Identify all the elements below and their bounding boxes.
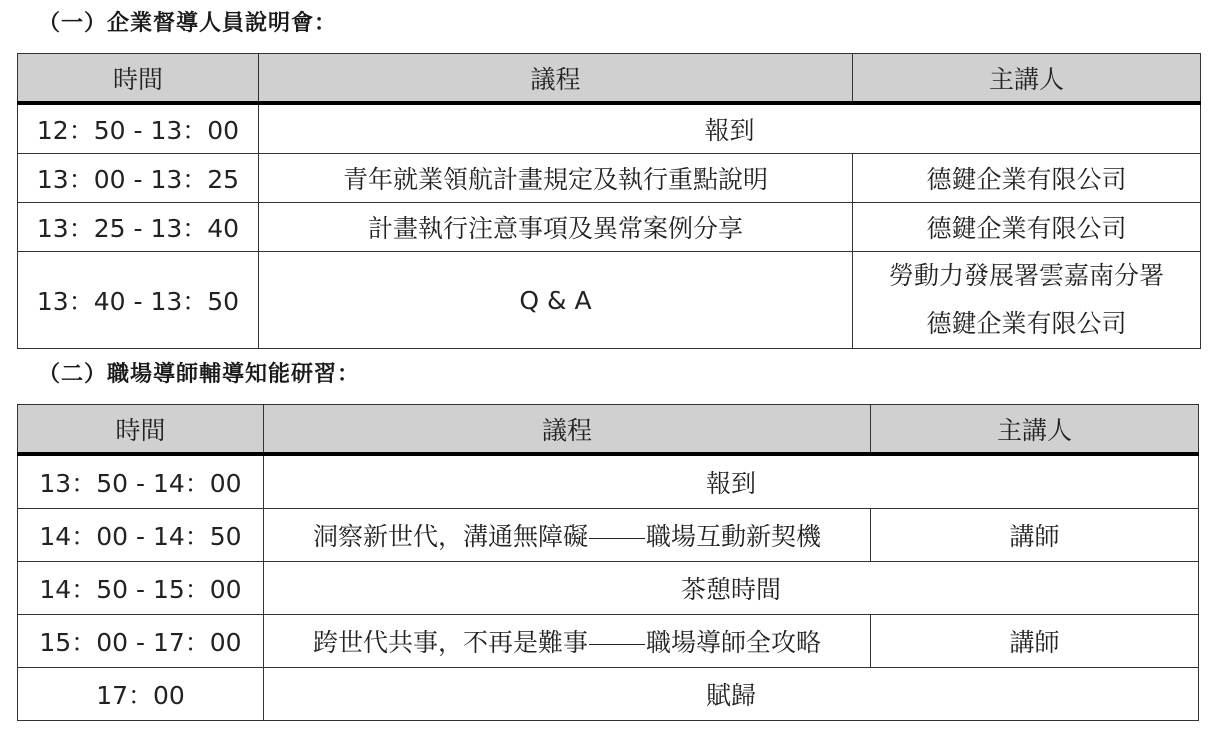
time-cell: 14：50 - 15：00 (18, 562, 264, 615)
time-cell: 12：50 - 13：00 (18, 103, 259, 154)
dash-separator (589, 644, 645, 645)
table-row (18, 615, 1199, 668)
agenda-part: 跨世代共事，不再是難事 (312, 628, 588, 657)
agenda-cell: 報到 (264, 454, 1199, 509)
agenda-part: 職場導師全攻略 (646, 628, 822, 657)
agenda-cell: 茶憩時間 (264, 562, 1199, 615)
agenda-cell: 報到 (259, 103, 1201, 154)
speaker-line: 勞動力發展署雲嘉南分署 (888, 261, 1164, 290)
agenda-cell (264, 615, 871, 668)
speaker-cell (853, 252, 1201, 349)
agenda-cell: 賦歸 (264, 668, 1199, 721)
agenda-cell (264, 509, 871, 562)
header-speaker: 主講人 (871, 405, 1199, 455)
table-row (18, 154, 1201, 203)
speaker-cell: 講師 (871, 615, 1199, 668)
table-row (18, 562, 1199, 615)
agenda-cell: 計畫執行注意事項及異常案例分享 (259, 203, 853, 252)
header-speaker: 主講人 (853, 54, 1201, 104)
time-cell: 17：00 (18, 668, 264, 721)
table-header-row (18, 54, 1201, 104)
header-time: 時間 (18, 54, 259, 104)
table-row (18, 454, 1199, 509)
agenda-part: 洞察新世代，溝通無障礙 (312, 522, 588, 551)
section-2-title: （二）職場導師輔導知能研習： (38, 362, 361, 387)
time-cell: 14：00 - 14：50 (18, 509, 264, 562)
agenda-cell: Q & A (259, 252, 853, 349)
table-row (18, 203, 1201, 252)
time-cell: 13：00 - 13：25 (18, 154, 259, 203)
agenda-part: 職場互動新契機 (646, 522, 822, 551)
section-1-title: （一）企業督導人員說明會： (38, 11, 338, 36)
speaker-cell: 講師 (871, 509, 1199, 562)
speaker-line: 德鍵企業有限公司 (926, 309, 1127, 338)
schedule-table-2 (17, 404, 1199, 721)
speaker-cell: 德鍵企業有限公司 (853, 154, 1201, 203)
time-cell: 13：50 - 14：00 (18, 454, 264, 509)
time-cell: 15：00 - 17：00 (18, 615, 264, 668)
header-agenda: 議程 (259, 54, 853, 104)
header-time: 時間 (18, 405, 264, 455)
table-header-row (18, 405, 1199, 455)
table-row (18, 252, 1201, 349)
speaker-cell: 德鍵企業有限公司 (853, 203, 1201, 252)
table-row (18, 103, 1201, 154)
dash-separator (589, 538, 645, 539)
time-cell: 13：40 - 13：50 (18, 252, 259, 349)
table-row (18, 509, 1199, 562)
time-cell: 13：25 - 13：40 (18, 203, 259, 252)
header-agenda: 議程 (264, 405, 871, 455)
agenda-cell: 青年就業領航計畫規定及執行重點說明 (259, 154, 853, 203)
table-row (18, 668, 1199, 721)
schedule-table-1 (17, 53, 1201, 349)
